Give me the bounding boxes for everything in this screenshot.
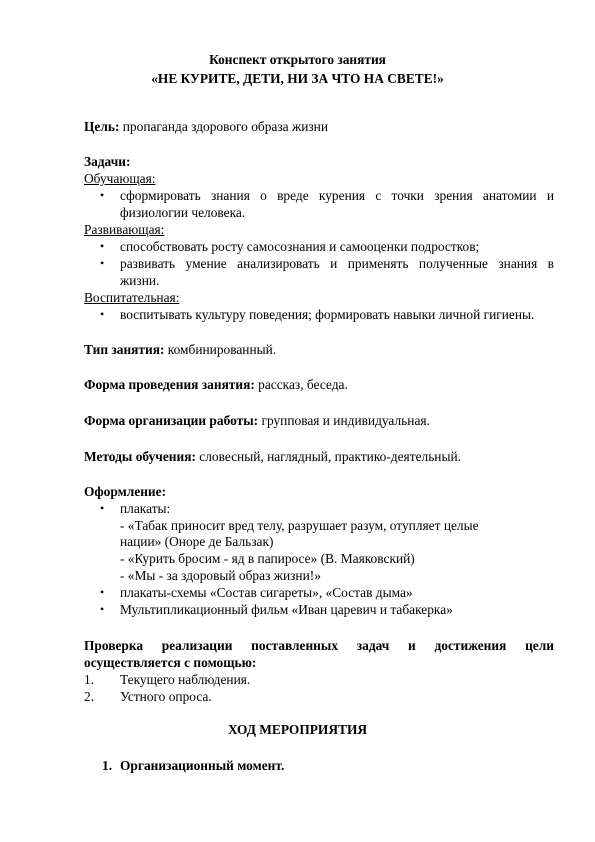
educational-item-line-2: физиологии человека. xyxy=(120,205,246,220)
bullet-icon: • xyxy=(100,256,105,270)
design-cartoon: Мультипликационный фильм «Иван царевич и табакерка» xyxy=(120,602,453,617)
section-1-number: 1. xyxy=(102,758,113,773)
developing-label: Развивающая: xyxy=(84,222,165,237)
title-line-1: Конспект открытого занятия xyxy=(209,52,386,67)
poster-quote-1-line-2: нации» (Оноре де Бальзак) xyxy=(120,534,274,549)
developing-item-2-line-1: развивать умение анализировать и применять полученные знания в xyxy=(120,256,554,271)
goal-line xyxy=(84,118,328,135)
check-item-text: Текущего наблюдения. xyxy=(120,672,251,687)
educational-item-line-1: сформировать знания о вреде курения с точки зрения анатомии и xyxy=(120,188,554,203)
design-label: Оформление: xyxy=(84,484,167,499)
lesson-type-label: Тип занятия: xyxy=(84,342,165,357)
title-line-2: «НЕ КУРИТЕ, ДЕТИ, НИ ЗА ЧТО НА СВЕТЕ!» xyxy=(151,71,444,86)
developing-item-2-line-2: жизни. xyxy=(120,273,160,288)
check-line-2: осуществляется с помощью: xyxy=(84,655,257,670)
check-word: достижения xyxy=(434,638,507,653)
check-word: и xyxy=(408,638,416,653)
methods-label: Методы обучения: xyxy=(84,449,196,464)
work-form-label: Форма организации работы: xyxy=(84,413,259,428)
design-schemes: плакаты-схемы «Состав сигареты», «Состав дыма» xyxy=(120,585,413,600)
check-item-text: Устного опроса. xyxy=(120,689,212,704)
lesson-form-text: рассказ, беседа. xyxy=(254,377,348,392)
section-1-title: Организационный момент. xyxy=(120,758,285,773)
upbringing-item-1: воспитывать культуру поведения; формировать навыки личной гигиены. xyxy=(120,307,535,322)
poster-quote-3: - «Мы - за здоровый образ жизни!» xyxy=(120,568,321,583)
bullet-icon: • xyxy=(100,239,105,253)
lesson-form-line xyxy=(84,376,348,393)
check-word: реализации xyxy=(161,638,233,653)
check-word: задач xyxy=(356,638,390,653)
educational-label: Обучающая: xyxy=(84,171,156,186)
posters-label: плакаты: xyxy=(120,501,171,516)
bullet-icon: • xyxy=(100,602,105,616)
upbringing-label: Воспитательная: xyxy=(84,290,180,305)
bullet-icon: • xyxy=(100,585,105,599)
check-line-1 xyxy=(84,637,554,654)
work-form-line xyxy=(84,412,430,429)
bullet-icon: • xyxy=(100,307,105,321)
document-title xyxy=(0,50,595,88)
check-item-number: 2. xyxy=(84,689,95,704)
check-word: Проверка xyxy=(84,638,144,653)
progress-title: ХОД МЕРОПРИЯТИЯ xyxy=(227,722,368,737)
lesson-type-text: комбинированный. xyxy=(164,342,277,357)
developing-item-1: способствовать росту самосознания и самооценки подростков; xyxy=(120,239,480,254)
bullet-icon: • xyxy=(100,188,105,202)
tasks-label: Задачи: xyxy=(84,154,131,169)
check-word: цели xyxy=(525,638,554,653)
bullet-icon: • xyxy=(100,501,105,515)
methods-line xyxy=(84,448,461,465)
check-item-number: 1. xyxy=(84,672,95,687)
methods-text: словесный, наглядный, практико-деятельный. xyxy=(195,449,461,464)
poster-quote-1-line-1: - «Табак приносит вред телу, разрушает разум, отупляет целые xyxy=(120,518,479,533)
goal-label: Цель: xyxy=(84,119,120,134)
check-word: поставленных xyxy=(251,638,339,653)
lesson-type-line xyxy=(84,341,276,358)
lesson-form-label: Форма проведения занятия: xyxy=(84,377,255,392)
work-form-text: групповая и индивидуальная. xyxy=(258,413,430,428)
goal-text: пропаганда здорового образа жизни xyxy=(119,119,328,134)
poster-quote-2: - «Курить бросим - яд в папиросе» (В. Маяковский) xyxy=(120,551,415,566)
